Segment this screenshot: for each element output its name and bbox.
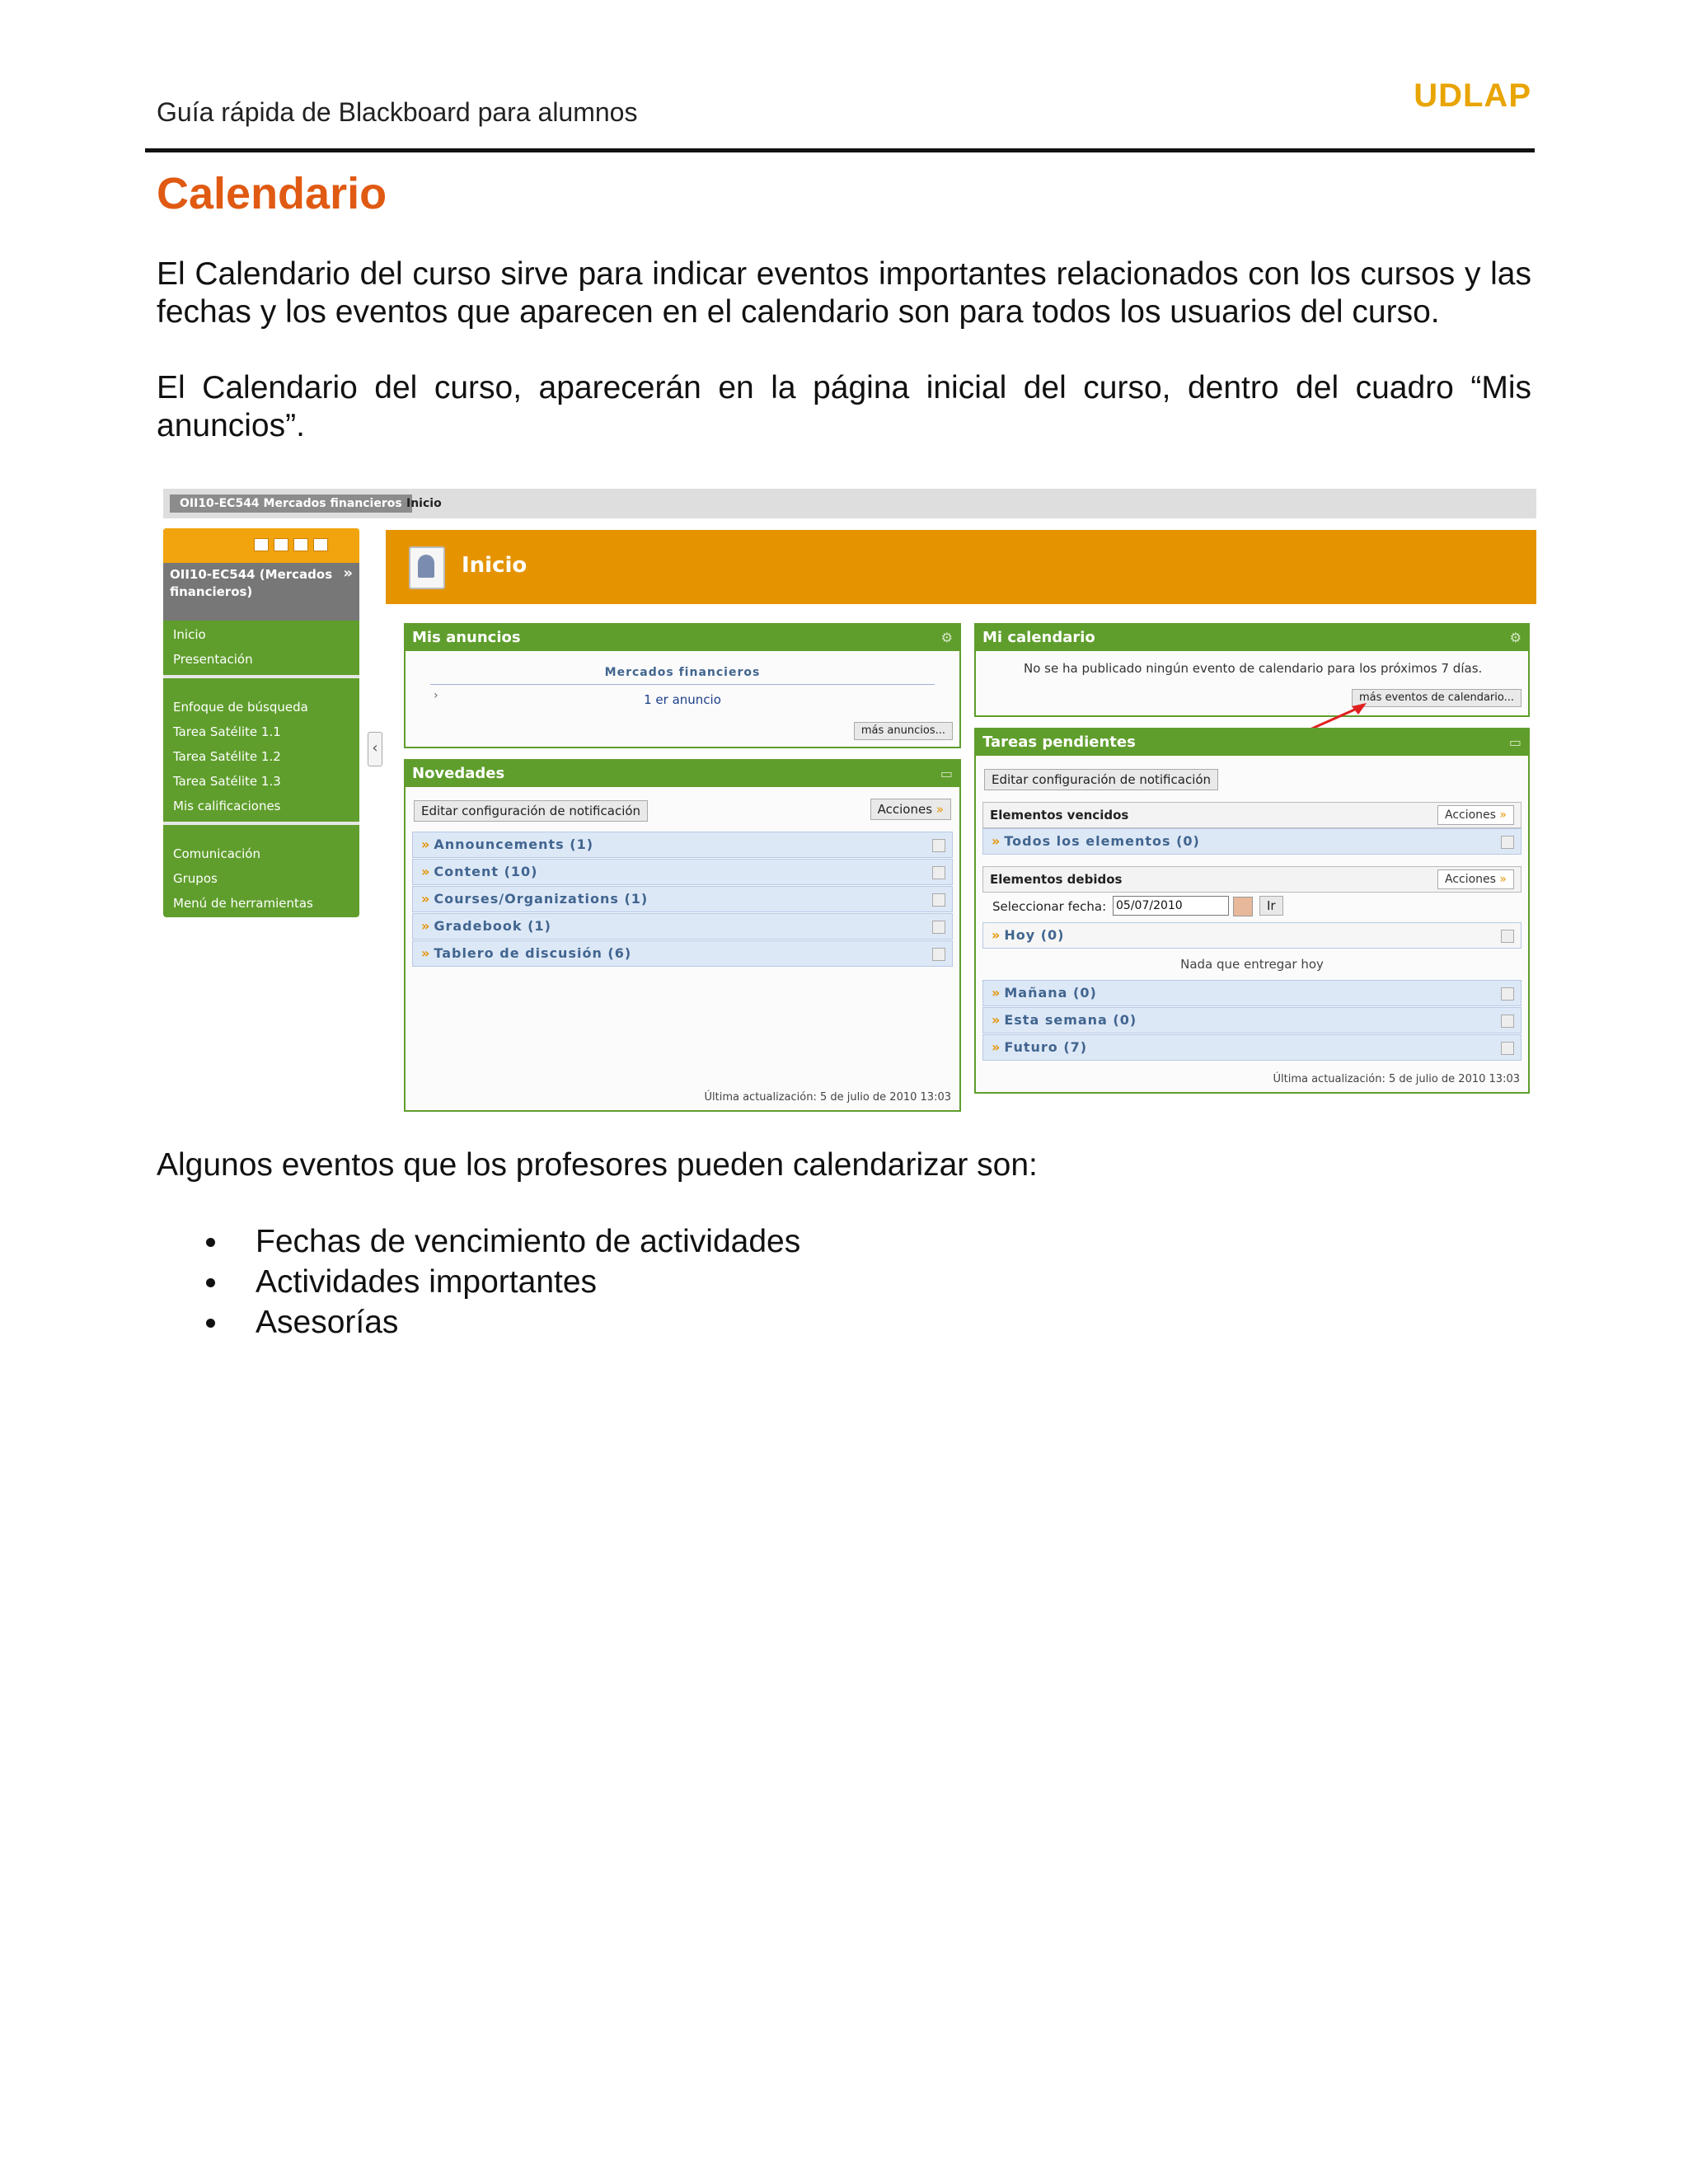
menu-item-presentacion[interactable]: Presentación	[173, 652, 253, 667]
more-announcements-button[interactable]: más anuncios...	[854, 722, 953, 740]
panel-title: Mis anuncios	[406, 625, 959, 651]
menu-item-enfoque[interactable]: Enfoque de búsqueda	[173, 700, 308, 715]
menu-toolbar	[163, 528, 359, 563]
panel-title: Tareas pendientes	[976, 729, 1528, 756]
actions-button[interactable]	[1437, 805, 1514, 825]
page-banner	[386, 530, 1536, 604]
course-menu	[163, 528, 359, 917]
menu-item-inicio[interactable]: Inicio	[173, 627, 206, 642]
page-title: Inicio	[462, 553, 528, 578]
calendar-icon[interactable]	[1233, 897, 1253, 916]
chevron-right-icon: ›	[434, 689, 438, 702]
row-label: Hoy (0)	[1004, 927, 1065, 943]
panel-title: Mi calendario	[976, 625, 1528, 651]
novedades-row[interactable]	[412, 913, 953, 940]
events-intro: Algunos eventos que los profesores pueden calendarizar son:	[157, 1147, 1038, 1183]
settings-icon[interactable]	[313, 538, 328, 551]
edit-notification-button[interactable]: Editar configuración de notificación	[984, 769, 1218, 790]
tareas-row[interactable]	[982, 1034, 1522, 1061]
row-label: Courses/Organizations (1)	[434, 891, 649, 907]
document-header: Guía rápida de Blackboard para alumnos	[157, 97, 638, 127]
panel-mis-anuncios	[404, 623, 961, 748]
menu-item-tarea-1-2[interactable]: Tarea Satélite 1.2	[173, 749, 281, 764]
due-label: Elementos debidos	[990, 872, 1123, 887]
home-page-icon	[409, 546, 445, 589]
novedades-row[interactable]	[412, 859, 953, 885]
panel-title: Novedades	[406, 761, 959, 787]
gear-icon[interactable]: ⚙	[1509, 630, 1522, 645]
last-updated: Última actualización: 5 de julio de 2010 13:03	[1273, 1073, 1520, 1085]
menu-divider	[163, 675, 359, 678]
window-icon[interactable]	[293, 538, 308, 551]
go-button[interactable]: Ir	[1259, 896, 1283, 916]
chevron-down-icon: »	[1499, 808, 1507, 822]
gear-icon[interactable]: ⚙	[940, 630, 953, 645]
menu-divider	[163, 822, 359, 825]
actions-button[interactable]	[1437, 869, 1514, 889]
list-item: Asesorías	[206, 1302, 800, 1343]
row-label: Todos los elementos (0)	[1004, 833, 1200, 849]
tareas-row[interactable]	[982, 1007, 1522, 1033]
row-label: Esta semana (0)	[1004, 1012, 1137, 1028]
tareas-row-hoy[interactable]	[982, 922, 1522, 949]
date-label: Seleccionar fecha:	[992, 899, 1107, 914]
list-item: Actividades importantes	[206, 1262, 800, 1302]
panel-novedades	[404, 759, 961, 1112]
expand-menu-icon[interactable]: »	[343, 565, 353, 582]
actions-button[interactable]	[870, 799, 951, 820]
window-icon[interactable]: ▭	[1508, 734, 1522, 750]
nothing-due-text: Nada que entregar hoy	[1180, 957, 1324, 972]
paragraph-2: El Calendario del curso, aparecerán en la página inicial del curso, dentro del cuadro “Mis anuncios”.	[157, 370, 1531, 443]
collapse-icon[interactable]	[932, 866, 945, 879]
row-label: Mañana (0)	[1004, 985, 1097, 1001]
menu-item-tarea-1-3[interactable]: Tarea Satélite 1.3	[173, 774, 281, 789]
menu-course-title: OII10-EC544 (Mercados financieros)	[170, 567, 333, 599]
collapse-icon[interactable]	[1501, 836, 1514, 849]
overdue-header	[982, 802, 1522, 828]
row-label: Announcements (1)	[434, 837, 594, 852]
list-item: Fechas de vencimiento de actividades	[206, 1221, 800, 1262]
menu-item-grupos[interactable]: Grupos	[173, 871, 218, 886]
chevron-down-icon: »	[992, 1039, 1001, 1055]
arrowhead	[1352, 703, 1367, 715]
novedades-row[interactable]	[412, 832, 953, 858]
collapse-menu-button[interactable]: ‹	[368, 732, 382, 766]
udlap-logo: UDLAP	[1414, 77, 1531, 114]
date-input[interactable]: 05/07/2010	[1113, 896, 1229, 916]
collapse-icon[interactable]	[1501, 1015, 1514, 1028]
collapse-icon[interactable]	[1501, 930, 1514, 943]
collapse-icon[interactable]	[932, 921, 945, 934]
chevron-down-icon: »	[421, 864, 431, 879]
tareas-row[interactable]	[982, 980, 1522, 1006]
chevron-down-icon: »	[992, 1012, 1001, 1028]
tareas-row[interactable]	[982, 828, 1522, 855]
calendar-message: No se ha publicado ningún evento de calendario para los próximos 7 días.	[1024, 661, 1483, 676]
chevron-down-icon: »	[421, 837, 431, 852]
menu-item-herramientas[interactable]: Menú de herramientas	[173, 896, 313, 911]
breadcrumb	[163, 489, 1536, 518]
menu-item-tarea-1-1[interactable]: Tarea Satélite 1.1	[173, 724, 281, 739]
actions-label: Acciones	[1445, 808, 1496, 822]
more-calendar-events-button[interactable]: más eventos de calendario...	[1352, 689, 1522, 707]
actions-label: Acciones	[1445, 873, 1496, 886]
chevron-down-icon: »	[421, 918, 431, 934]
menu-item-comunicacion[interactable]: Comunicación	[173, 846, 260, 861]
row-label: Futuro (7)	[1004, 1039, 1088, 1055]
header-rule	[145, 148, 1535, 152]
chevron-up-icon: »	[992, 927, 1001, 943]
menu-item-calificaciones[interactable]: Mis calificaciones	[173, 799, 281, 813]
chevron-down-icon: »	[421, 891, 431, 907]
row-label: Gradebook (1)	[434, 918, 551, 934]
row-label: Content (10)	[434, 864, 538, 879]
row-label: Tablero de discusión (6)	[434, 945, 632, 961]
divider	[430, 684, 935, 685]
due-header	[982, 866, 1522, 893]
events-list	[206, 1221, 800, 1343]
collapse-icon[interactable]	[1501, 1042, 1514, 1055]
chevron-down-icon: »	[992, 833, 1001, 849]
edit-notification-button[interactable]: Editar configuración de notificación	[414, 800, 648, 822]
blackboard-screenshot	[163, 489, 1536, 1108]
breadcrumb-course[interactable]: OII10-EC544 Mercados financieros	[170, 494, 412, 513]
menu-course-header	[163, 563, 359, 621]
chevron-down-icon: »	[935, 802, 944, 817]
folder-view-icon[interactable]	[274, 538, 288, 551]
collapse-icon[interactable]	[932, 839, 945, 852]
chevron-down-icon: »	[1499, 873, 1507, 886]
collapse-icon[interactable]	[1501, 987, 1514, 1001]
novedades-row[interactable]	[412, 940, 953, 967]
panel-tareas-pendientes	[974, 728, 1530, 1094]
chevron-down-icon: »	[421, 945, 431, 961]
list-view-icon[interactable]	[254, 538, 269, 551]
novedades-row[interactable]	[412, 886, 953, 912]
announcement-item[interactable]: 1 er anuncio	[644, 692, 721, 707]
announcement-course: Mercados financieros	[604, 666, 761, 679]
paragraph-1: El Calendario del curso sirve para indicar eventos importantes relacionados con los cursos y las fechas y los eventos que aparecen en el calendario son para todos los usuarios del curso.	[157, 256, 1531, 330]
last-updated: Última actualización: 5 de julio de 2010 13:03	[704, 1091, 951, 1104]
overdue-label: Elementos vencidos	[990, 808, 1129, 823]
breadcrumb-page: Inicio	[406, 497, 442, 510]
window-icon[interactable]: ▭	[940, 766, 953, 781]
actions-label: Acciones	[877, 802, 933, 817]
section-title: Calendario	[157, 169, 387, 218]
collapse-icon[interactable]	[932, 893, 945, 907]
collapse-icon[interactable]	[932, 948, 945, 961]
chevron-down-icon: »	[992, 985, 1001, 1001]
